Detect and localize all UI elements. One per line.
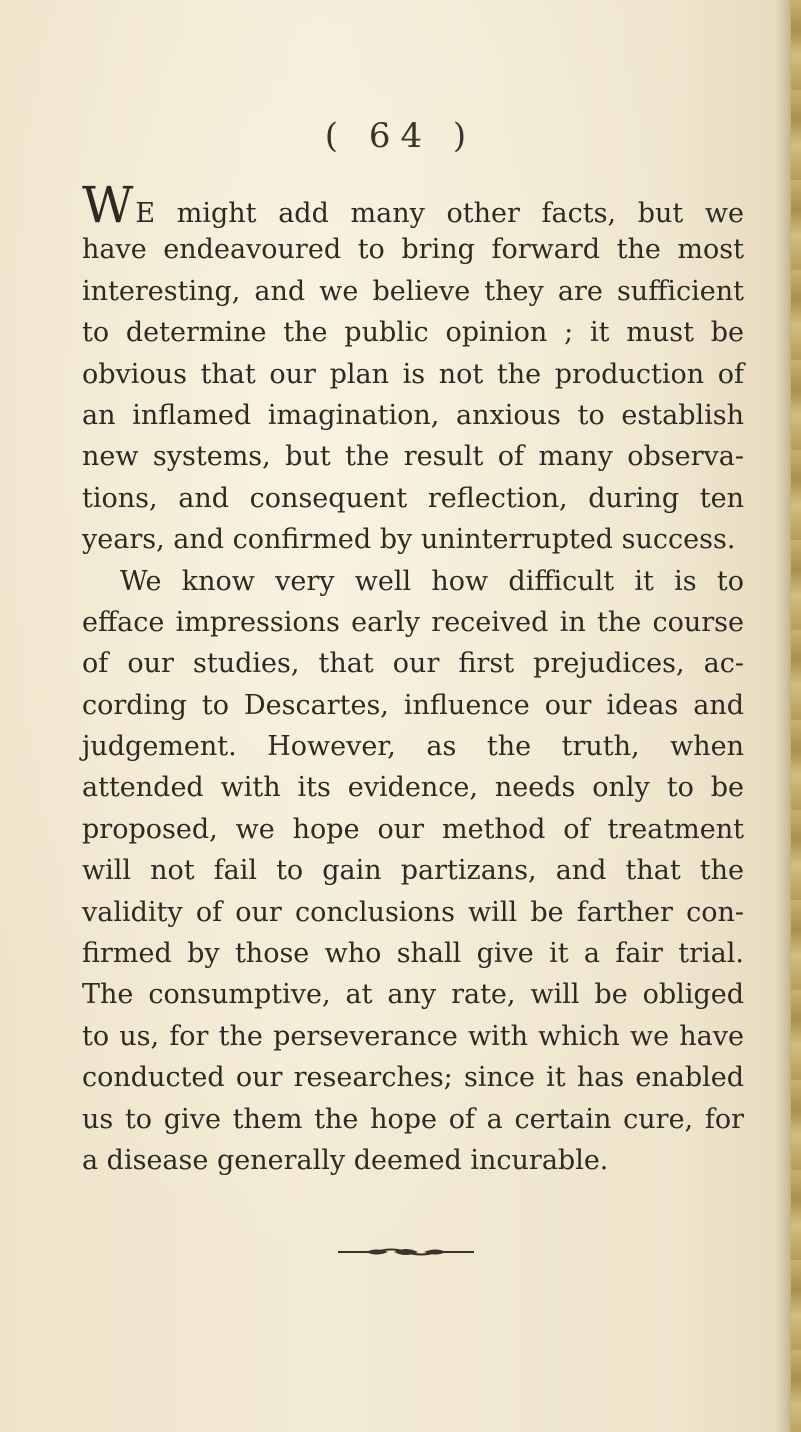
text-line: tions, and consequent reflection, during ten	[82, 482, 744, 514]
text-line: The consumptive, at any rate, will be obliged	[82, 979, 744, 1011]
page-number: ( 64 )	[324, 116, 477, 156]
text-line: will not fail to gain partizans, and that the	[82, 855, 744, 887]
text-line: of our studies, that our first prejudices, ac-	[82, 648, 744, 680]
text-line: have endeavoured to bring forward the most	[82, 234, 744, 266]
text-line: interesting, and we believe they are sufficient	[82, 275, 744, 307]
paragraph-1	[82, 176, 744, 561]
body-text	[82, 176, 744, 1181]
text-line: proposed, we hope our method of treatment	[82, 813, 744, 845]
line-text: E might add many other facts, but we	[135, 198, 744, 229]
text-line: judgement. However, as the truth, when	[82, 731, 744, 763]
end-ornament-icon	[336, 1246, 476, 1258]
text-line: a disease generally deemed incurable.	[82, 1144, 609, 1176]
text-line	[82, 176, 744, 234]
drop-cap: W	[82, 176, 132, 234]
text-line: us to give them the hope of a certain cure, for	[82, 1103, 744, 1135]
text-line: We know very well how difficult it is to	[120, 565, 744, 597]
paragraph-2	[82, 561, 744, 1182]
text-line: validity of our conclusions will be farther con-	[82, 896, 744, 928]
text-line: to us, for the perseverance with which we have	[82, 1020, 744, 1052]
text-line: firmed by those who shall give it a fair trial.	[82, 938, 744, 970]
text-line: attended with its evidence, needs only to be	[82, 772, 744, 804]
text-line: obvious that our plan is not the production of	[82, 358, 744, 390]
text-line: new systems, but the result of many observa-	[82, 441, 744, 473]
text-line: an inflamed imagination, anxious to establish	[82, 399, 744, 431]
text-line: years, and confirmed by uninterrupted success.	[82, 524, 736, 556]
text-line: conducted our researches; since it has enabled	[82, 1062, 744, 1094]
gilt-edge	[791, 0, 801, 1432]
text-line: efface impressions early received in the course	[82, 606, 744, 638]
text-line: to determine the public opinion ; it must be	[82, 317, 744, 349]
text-line: cording to Descartes, influence our ideas and	[82, 689, 744, 721]
